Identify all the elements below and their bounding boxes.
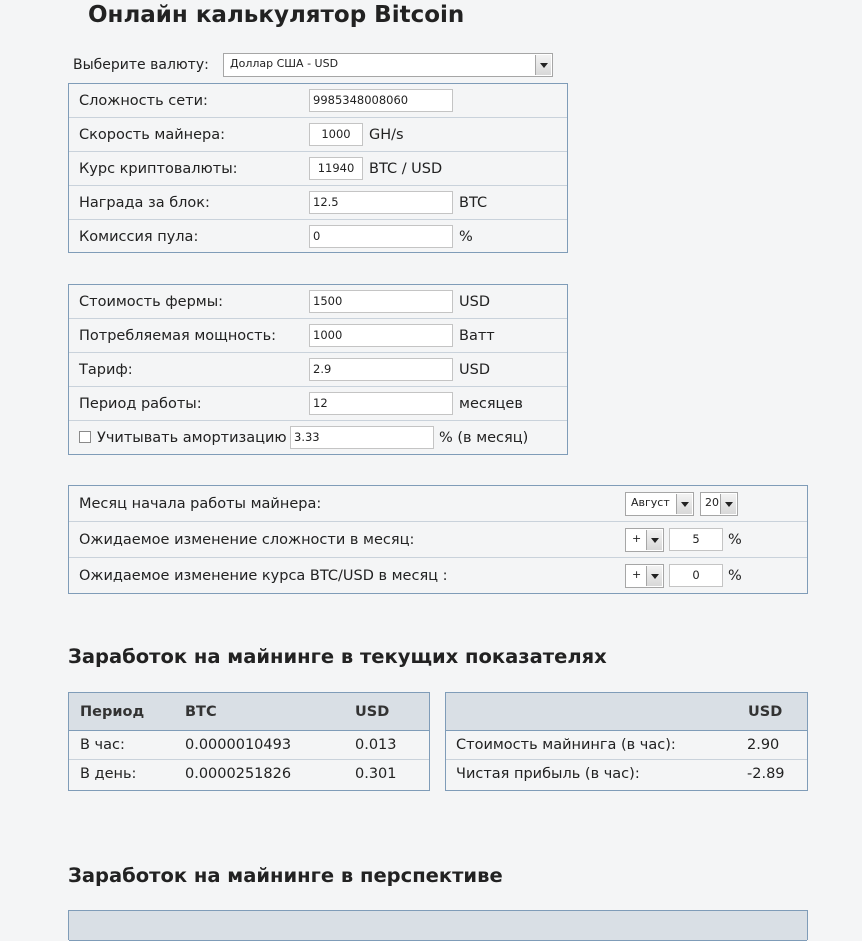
currency-select-value: Доллар США - USD — [230, 57, 339, 70]
reward-input[interactable]: 12.5 — [309, 191, 453, 214]
table-row — [69, 760, 429, 789]
rate-change-label: Ожидаемое изменение курса BTC/USD в месяц : — [79, 568, 448, 584]
rate-sign-value: + — [632, 568, 642, 581]
power-label: Потребляемая мощность: — [79, 328, 277, 344]
pool-fee-input[interactable]: 0 — [309, 225, 453, 248]
difficulty-row — [69, 84, 567, 118]
row-usd: 0.301 — [355, 766, 397, 782]
rate-input[interactable]: 11940 — [309, 157, 363, 180]
difficulty-input[interactable]: 9985348008060 — [309, 89, 453, 112]
currency-row — [73, 53, 563, 77]
rate-sign-select[interactable] — [625, 564, 664, 588]
page-title: Онлайн калькулятор Bitcoin — [88, 2, 465, 28]
period-input[interactable]: 12 — [309, 392, 453, 415]
col-cost-usd: USD — [748, 704, 783, 720]
tariff-label: Тариф: — [79, 362, 133, 378]
col-usd: USD — [355, 704, 390, 720]
year-select[interactable] — [700, 492, 738, 516]
rate-change-unit: % — [728, 568, 742, 584]
reward-label: Награда за блок: — [79, 195, 210, 211]
row-period: В день: — [80, 766, 137, 782]
farm-cost-row — [69, 285, 567, 319]
farm-panel — [68, 284, 568, 455]
farm-cost-label: Стоимость фермы: — [79, 294, 224, 310]
year-select-value: 20 — [705, 496, 719, 509]
chevron-down-icon — [720, 494, 736, 514]
cost-value: 2.90 — [747, 737, 780, 753]
pool-fee-label: Комиссия пула: — [79, 229, 199, 245]
rate-change-input[interactable]: 0 — [669, 564, 723, 587]
tariff-unit: USD — [459, 362, 490, 378]
row-btc: 0.0000010493 — [185, 737, 292, 753]
chevron-down-icon — [535, 55, 551, 75]
table-row — [446, 760, 807, 789]
month-select[interactable] — [625, 492, 694, 516]
start-month-row — [69, 486, 807, 522]
amortization-label: Учитывать амортизацию — [97, 430, 287, 446]
period-unit: месяцев — [459, 396, 523, 412]
col-period: Период — [80, 704, 145, 720]
amortization-unit: % (в месяц) — [439, 430, 529, 446]
period-row — [69, 387, 567, 421]
farm-cost-input[interactable]: 1500 — [309, 290, 453, 313]
col-btc: BTC — [185, 704, 217, 720]
difficulty-sign-value: + — [632, 532, 642, 545]
hashrate-input[interactable]: 1000 — [309, 123, 363, 146]
pool-fee-unit: % — [459, 229, 473, 245]
table-row — [446, 731, 807, 760]
perspective-heading: Заработок на майнинге в перспективе — [68, 864, 503, 887]
month-select-value: Август — [631, 496, 670, 509]
chevron-down-icon — [676, 494, 692, 514]
row-usd: 0.013 — [355, 737, 397, 753]
difficulty-sign-select[interactable] — [625, 528, 664, 552]
table-row — [69, 731, 429, 760]
network-panel — [68, 83, 568, 253]
chevron-down-icon — [646, 530, 662, 550]
currency-select[interactable] — [223, 53, 553, 77]
pool-fee-row — [69, 220, 567, 254]
rate-label: Курс криптовалюты: — [79, 161, 238, 177]
difficulty-change-input[interactable]: 5 — [669, 528, 723, 551]
rate-row — [69, 152, 567, 186]
difficulty-change-unit: % — [728, 532, 742, 548]
power-input[interactable]: 1000 — [309, 324, 453, 347]
difficulty-change-row — [69, 522, 807, 558]
power-row — [69, 319, 567, 353]
current-earnings-heading: Заработок на майнинге в текущих показателях — [68, 645, 607, 668]
cost-table-header — [446, 693, 807, 731]
difficulty-label: Сложность сети: — [79, 93, 208, 109]
reward-unit: BTC — [459, 195, 488, 211]
currency-label: Выберите валюту: — [73, 57, 209, 73]
perspective-table — [68, 910, 808, 940]
hashrate-label: Скорость майнера: — [79, 127, 226, 143]
farm-cost-unit: USD — [459, 294, 490, 310]
amortization-row — [69, 421, 567, 455]
rate-change-row — [69, 558, 807, 594]
hashrate-row — [69, 118, 567, 152]
row-btc: 0.0000251826 — [185, 766, 292, 782]
amortization-input[interactable]: 3.33 — [290, 426, 434, 449]
row-period: В час: — [80, 737, 125, 753]
cost-label: Стоимость майнинга (в час): — [456, 737, 676, 753]
amortization-checkbox[interactable] — [79, 431, 91, 443]
chevron-down-icon — [646, 566, 662, 586]
tariff-row — [69, 353, 567, 387]
forecast-panel — [68, 485, 808, 594]
perspective-table-header — [69, 911, 807, 941]
period-label: Период работы: — [79, 396, 202, 412]
cost-table — [445, 692, 808, 791]
tariff-input[interactable]: 2.9 — [309, 358, 453, 381]
reward-row — [69, 186, 567, 220]
rate-unit: BTC / USD — [369, 161, 443, 177]
power-unit: Ватт — [459, 328, 495, 344]
profit-value: -2.89 — [747, 766, 785, 782]
earnings-table-header — [69, 693, 429, 731]
difficulty-change-label: Ожидаемое изменение сложности в месяц: — [79, 532, 415, 548]
start-month-label: Месяц начала работы майнера: — [79, 496, 322, 512]
profit-label: Чистая прибыль (в час): — [456, 766, 640, 782]
hashrate-unit: GH/s — [369, 127, 404, 143]
earnings-table — [68, 692, 430, 791]
